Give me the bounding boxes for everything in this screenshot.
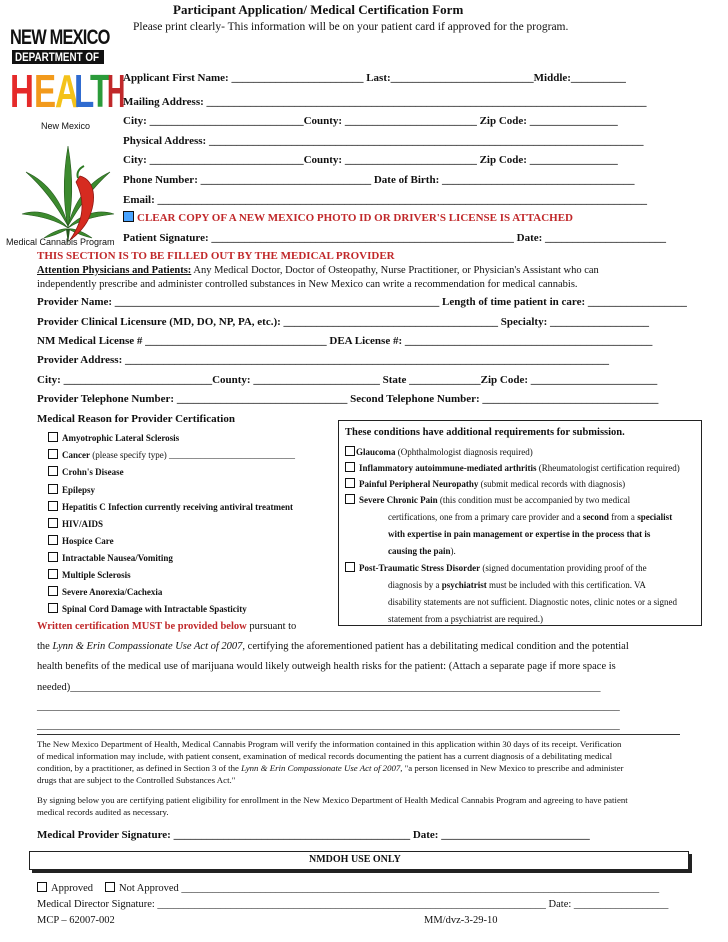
medical-license-field[interactable]: NM Medical License # _________________________________ DEA License #: _____________________________________________ — [37, 335, 653, 347]
additional-requirements-heading: These conditions have additional requirements for submission. — [345, 427, 625, 438]
certification-text-field[interactable]: needed)_____________________________________________________________________________________________________ — [37, 682, 601, 693]
nmdoh-heading: NMDOH USE ONLY — [309, 854, 401, 865]
checkbox-icon[interactable] — [345, 478, 355, 488]
condition-hepatitis-c[interactable]: Hepatitis C Infection currently receiving antiviral treatment — [48, 500, 293, 514]
logo-letter: T — [90, 65, 111, 117]
checkbox-icon[interactable] — [48, 603, 58, 613]
cannabis-leaf-icon — [18, 136, 118, 246]
form-subtitle: Please print clearly- This information will be on your patient card if approved for the program. — [133, 21, 569, 33]
logo-letter: H — [107, 65, 126, 117]
provider-section-heading: THIS SECTION IS TO BE FILLED OUT BY THE MEDICAL PROVIDER — [37, 250, 395, 262]
medical-reason-heading: Medical Reason for Provider Certification — [37, 413, 235, 425]
condition-spinal-cord[interactable]: Spinal Cord Damage with Intractable Spasticity — [48, 602, 247, 616]
logo-department-text: DEPARTMENT OF — [15, 50, 100, 64]
checkbox-icon[interactable] — [48, 449, 58, 459]
provider-phone-field[interactable]: Provider Telephone Number: _______________________________ Second Telephone Number: ________________________________ — [37, 393, 659, 405]
checkbox-icon[interactable] — [105, 882, 115, 892]
patient-signature-field[interactable]: Patient Signature: _______________________________________________________ Date: ______________________ — [123, 232, 667, 244]
director-signature-field[interactable]: Medical Director Signature: __________________________________________________________________________ Date: __________________ — [37, 899, 669, 910]
provider-address-field[interactable]: Provider Address: ________________________________________________________________________________________ — [37, 354, 610, 366]
divider — [37, 734, 680, 735]
checkbox-icon[interactable] — [48, 501, 58, 511]
attention-text: Any Medical Doctor, Doctor of Osteopathy, Nurse Practitioner, or Physician's Assistant who can — [191, 265, 599, 276]
written-certification-line3: health benefits of the medical use of marijuana would likely outweigh health risks for the patient: (Attach a separate page if more space is — [37, 661, 616, 672]
applicant-name-field[interactable]: Applicant First Name: ________________________ Last:__________________________Middle:__________ — [123, 72, 626, 84]
checkbox-icon[interactable] — [48, 569, 58, 579]
disclaimer-line: condition, by a practitioner, as defined in Section 3 of the Lynn & Erin Compassionate Use Act of 2007, "a person licensed in New Mexico to prescribe and administer — [37, 763, 624, 773]
ptsd-note-line4: statement from a psychiatrist are required.) — [388, 614, 543, 624]
logo-letter: L — [74, 65, 95, 117]
condition-crohns[interactable]: Crohn's Disease — [48, 465, 124, 479]
disclaimer-line: By signing below you are certifying patient eligibility for enrollment in the New Mexico Department of Health Medical Cannabis Program and agreeing to have patient — [37, 795, 628, 805]
condition-glaucoma[interactable]: Glaucoma (Ophthalmologist diagnosis required) — [345, 445, 533, 459]
email-field[interactable]: Email: _________________________________________________________________________________________ — [123, 194, 648, 206]
condition-cancer[interactable]: Cancer (please specify type) ____________________________ — [48, 448, 295, 462]
logo-health-word — [10, 65, 126, 117]
nm-health-logo — [6, 24, 126, 254]
condition-arthritis[interactable]: Inflammatory autoimmune-mediated arthritis (Rheumatologist certification required) — [345, 461, 680, 475]
provider-city-field[interactable]: City: ___________________________County: _______________________ State _____________Zip Code: _______________________ — [37, 374, 658, 386]
ptsd-note-line3: disability statements are not sufficient. Diagnostic notes, clinic notes or a signed — [388, 597, 678, 607]
form-title: Participant Application/ Medical Certification Form — [173, 2, 464, 17]
checkbox-icon[interactable] — [345, 494, 355, 504]
mailing-address-field[interactable]: Mailing Address: ________________________________________________________________________________ — [123, 96, 647, 108]
physical-city-field[interactable]: City: ____________________________County: ________________________ Zip Code: ________________ — [123, 154, 618, 166]
written-certification-line1: Written certification MUST be provided below pursuant to — [37, 621, 297, 632]
condition-neuropathy[interactable]: Painful Peripheral Neuropathy (submit medical records with diagnosis) — [345, 477, 625, 491]
checkbox-icon[interactable] — [345, 462, 355, 472]
checkbox-icon[interactable] — [345, 446, 355, 456]
attention-label: Attention Physicians and Patients: — [37, 265, 192, 276]
checkbox-icon[interactable] — [48, 466, 58, 476]
mailing-city-field[interactable]: City: ____________________________County: ________________________ Zip Code: ________________ — [123, 115, 618, 127]
checkbox-icon[interactable] — [345, 562, 355, 572]
disclaimer-line: medical records audited as necessary. — [37, 807, 169, 817]
checkbox-icon[interactable] — [37, 882, 47, 892]
certification-blank-line[interactable]: _______________________________________________________________________________________________________________ — [37, 701, 620, 712]
checkbox-icon[interactable] — [48, 586, 58, 596]
checkbox-icon[interactable] — [48, 518, 58, 528]
condition-als[interactable]: Amyotrophic Lateral Sclerosis — [48, 431, 179, 445]
certification-blank-line[interactable]: _______________________________________________________________________________________________________________ — [37, 720, 620, 731]
checkbox-icon[interactable] — [48, 535, 58, 545]
photo-id-label: CLEAR COPY OF A NEW MEXICO PHOTO ID OR DRIVER'S LICENSE IS ATTACHED — [137, 212, 573, 224]
checkbox-icon[interactable] — [48, 432, 58, 442]
logo-letter: H — [10, 65, 34, 117]
condition-chronic-pain[interactable]: Severe Chronic Pain (this condition must be accompanied by two medical — [345, 493, 630, 507]
logo-state-text: New Mexico — [41, 121, 91, 131]
logo-new-mexico-text: NEW MEXICO — [10, 26, 110, 49]
condition-ms[interactable]: Multiple Sclerosis — [48, 568, 131, 582]
attention-line2: independently prescribe and administer controlled substances in New Mexico can write a recommendation for medical cannabis. — [37, 279, 578, 290]
form-revision: MM/dvz-3-29-10 — [424, 915, 498, 926]
condition-hospice[interactable]: Hospice Care — [48, 534, 114, 548]
provider-signature-field[interactable]: Medical Provider Signature: ___________________________________________ Date: ___________________________ — [37, 829, 590, 841]
logo-program-text: Medical Cannabis Program — [6, 237, 115, 247]
condition-ptsd[interactable]: Post-Traumatic Stress Disorder (signed documentation providing proof of the — [345, 561, 647, 575]
chronic-pain-note-line3: with expertise in pain management or expertise in the process that is — [388, 529, 651, 539]
checkbox-icon[interactable] — [48, 484, 58, 494]
logo-letter: E — [34, 65, 57, 117]
photo-id-checkbox[interactable] — [123, 211, 573, 225]
approved-checkbox[interactable]: Approved — [37, 882, 93, 896]
disclaimer-line: The New Mexico Department of Health, Medical Cannabis Program will verify the information contained in this application within 30 days of its receipt. Verification — [37, 739, 622, 749]
checkbox-icon[interactable] — [48, 552, 58, 562]
condition-hiv-aids[interactable]: HIV/AIDS — [48, 517, 103, 531]
condition-epilepsy[interactable]: Epilepsy — [48, 483, 95, 497]
form-id: MCP – 62007-002 — [37, 915, 115, 926]
condition-anorexia[interactable]: Severe Anorexia/Cachexia — [48, 585, 162, 599]
chronic-pain-note-line4: causing the pain). — [388, 546, 456, 556]
written-certification-line2: the Lynn & Erin Compassionate Use Act of 2007, certifying the aforementioned patient has a debilitating medical condition and the potential — [37, 641, 629, 652]
chronic-pain-note-line2: certifications, one from a primary care provider and a second from a specialist — [388, 512, 673, 522]
phone-dob-field[interactable]: Phone Number: _______________________________ Date of Birth: ___________________________________ — [123, 174, 635, 186]
attention-line1 — [37, 264, 599, 278]
not-approved-checkbox[interactable]: Not Approved ___________________________________________________________________________________________ — [105, 882, 659, 896]
disclaimer-line: of medical information may include, with patient consent, examination of medical records documenting the patient has a current diagnosis of a debilitating medical — [37, 751, 613, 761]
logo-letter: A — [55, 65, 79, 117]
physical-address-field[interactable]: Physical Address: _______________________________________________________________________________ — [123, 135, 644, 147]
checkbox-icon[interactable] — [123, 211, 134, 222]
disclaimer-line: drugs that are subject to the Controlled Substances Act." — [37, 775, 236, 785]
provider-name-field[interactable]: Provider Name: ___________________________________________________________ Length of time patient in care: __________________ — [37, 296, 687, 308]
condition-nausea[interactable]: Intractable Nausea/Vomiting — [48, 551, 173, 565]
ptsd-note-line2: diagnosis by a psychiatrist must be included with this certification. VA — [388, 580, 646, 590]
provider-licensure-field[interactable]: Provider Clinical Licensure (MD, DO, NP, PA, etc.): _______________________________________ Specialty: __________________ — [37, 316, 649, 328]
